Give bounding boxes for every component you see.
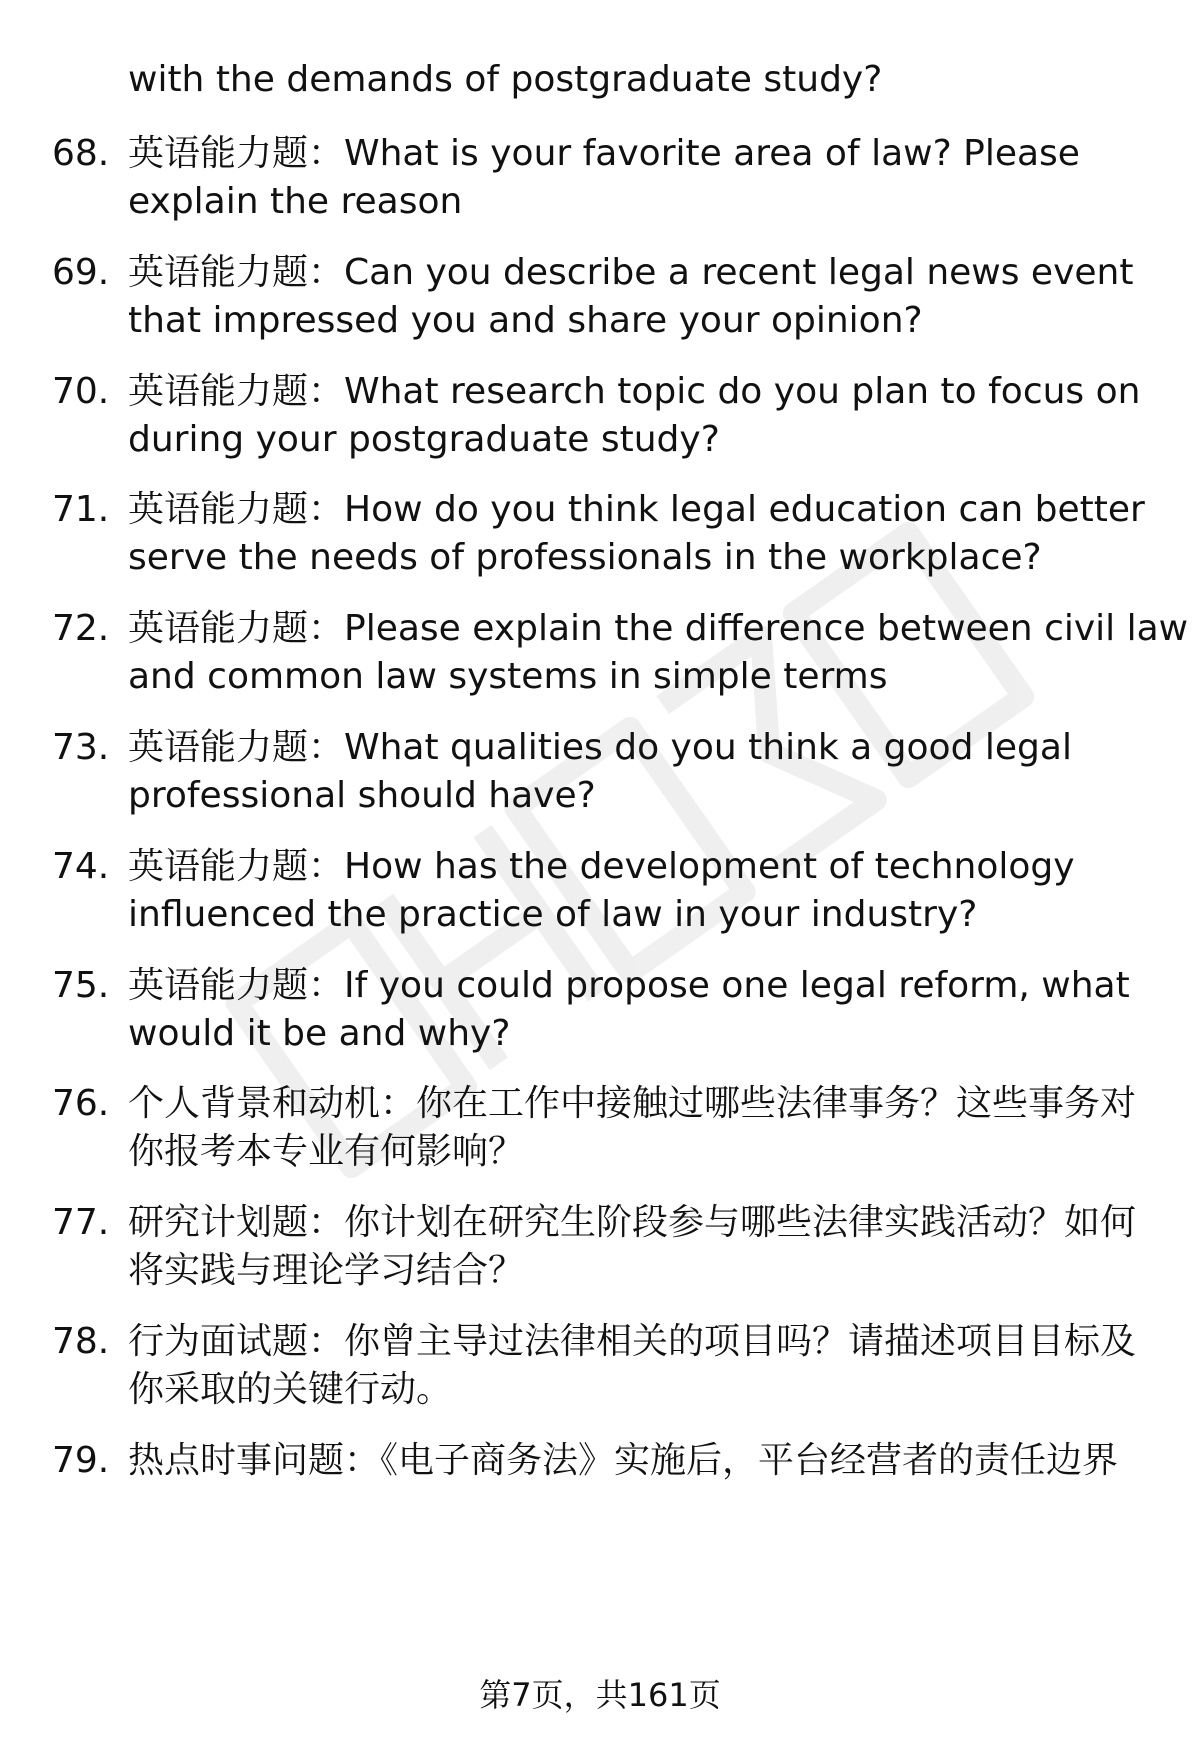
item-text-line: during your postgraduate study? [128, 419, 720, 460]
page-number-footer: 第7页，共161页 [479, 1676, 721, 1714]
item-text-line: 英语能力题：What research topic do you plan to focus on [128, 371, 1141, 412]
item-text [128, 368, 1148, 464]
item-number: 79. [52, 1440, 110, 1481]
item-number: 72. [52, 608, 110, 649]
item-text [128, 1437, 1148, 1485]
item-text [128, 605, 1189, 701]
item-text [128, 486, 1148, 582]
item-text-line: and common law systems in simple terms [128, 656, 888, 697]
item-number: 74. [52, 846, 110, 887]
item-text-line: 个人背景和动机：你在工作中接触过哪些法律事务？这些事务对 [128, 1083, 1137, 1124]
item-text-line: serve the needs of professionals in the workplace? [128, 537, 1042, 578]
item-text-line: 英语能力题：Can you describe a recent legal news event [128, 252, 1134, 293]
item-text [128, 1080, 1148, 1176]
item-text-line: 英语能力题：What is your favorite area of law? Please [128, 133, 1080, 174]
item-text-line: professional should have? [128, 775, 596, 816]
item-text [128, 130, 1148, 226]
item-number: 77. [52, 1202, 110, 1243]
item-text-line: 英语能力题：How do you think legal education can better [128, 489, 1145, 530]
item-text-line: 行为面试题：你曾主导过法律相关的项目吗？请描述项目目标及 [128, 1321, 1137, 1362]
item-text-line: that impressed you and share your opinion? [128, 300, 923, 341]
item-text-line: 热点时事问题：《电子商务法》实施后，平台经营者的责任边界 [128, 1440, 1119, 1481]
item-number: 75. [52, 965, 110, 1006]
item-number: 76. [52, 1083, 110, 1124]
item-text [128, 1318, 1148, 1414]
item-number: 70. [52, 371, 110, 412]
item-number: 78. [52, 1321, 110, 1362]
item-text [128, 962, 1148, 1058]
item-number: 69. [52, 252, 110, 293]
item-text-line: influenced the practice of law in your industry? [128, 894, 978, 935]
item-text-line: explain the reason [128, 181, 463, 222]
item-text [128, 724, 1148, 820]
item-text-line: 英语能力题：Please explain the difference between civil law [128, 608, 1189, 649]
continuation-text: with the demands of postgraduate study? [128, 59, 883, 100]
item-text-line: 将实践与理论学习结合？ [128, 1250, 525, 1291]
item-text-line: 英语能力题：If you could propose one legal reform, what [128, 965, 1130, 1006]
item-text-line: 英语能力题：What qualities do you think a good legal [128, 727, 1072, 768]
item-text [128, 249, 1148, 345]
item-text-line: 你采取的关键行动。 [128, 1369, 453, 1410]
item-text-line: 研究计划题：你计划在研究生阶段参与哪些法律实践活动？如何 [128, 1202, 1137, 1243]
item-text [128, 843, 1148, 939]
item-number: 71. [52, 489, 110, 530]
item-text-line: 英语能力题：How has the development of technology [128, 846, 1075, 887]
item-text-line: would it be and why? [128, 1013, 511, 1054]
item-number: 73. [52, 727, 110, 768]
item-text-line: 你报考本专业有何影响？ [128, 1131, 525, 1172]
item-text [128, 1199, 1148, 1295]
item-number: 68. [52, 133, 110, 174]
